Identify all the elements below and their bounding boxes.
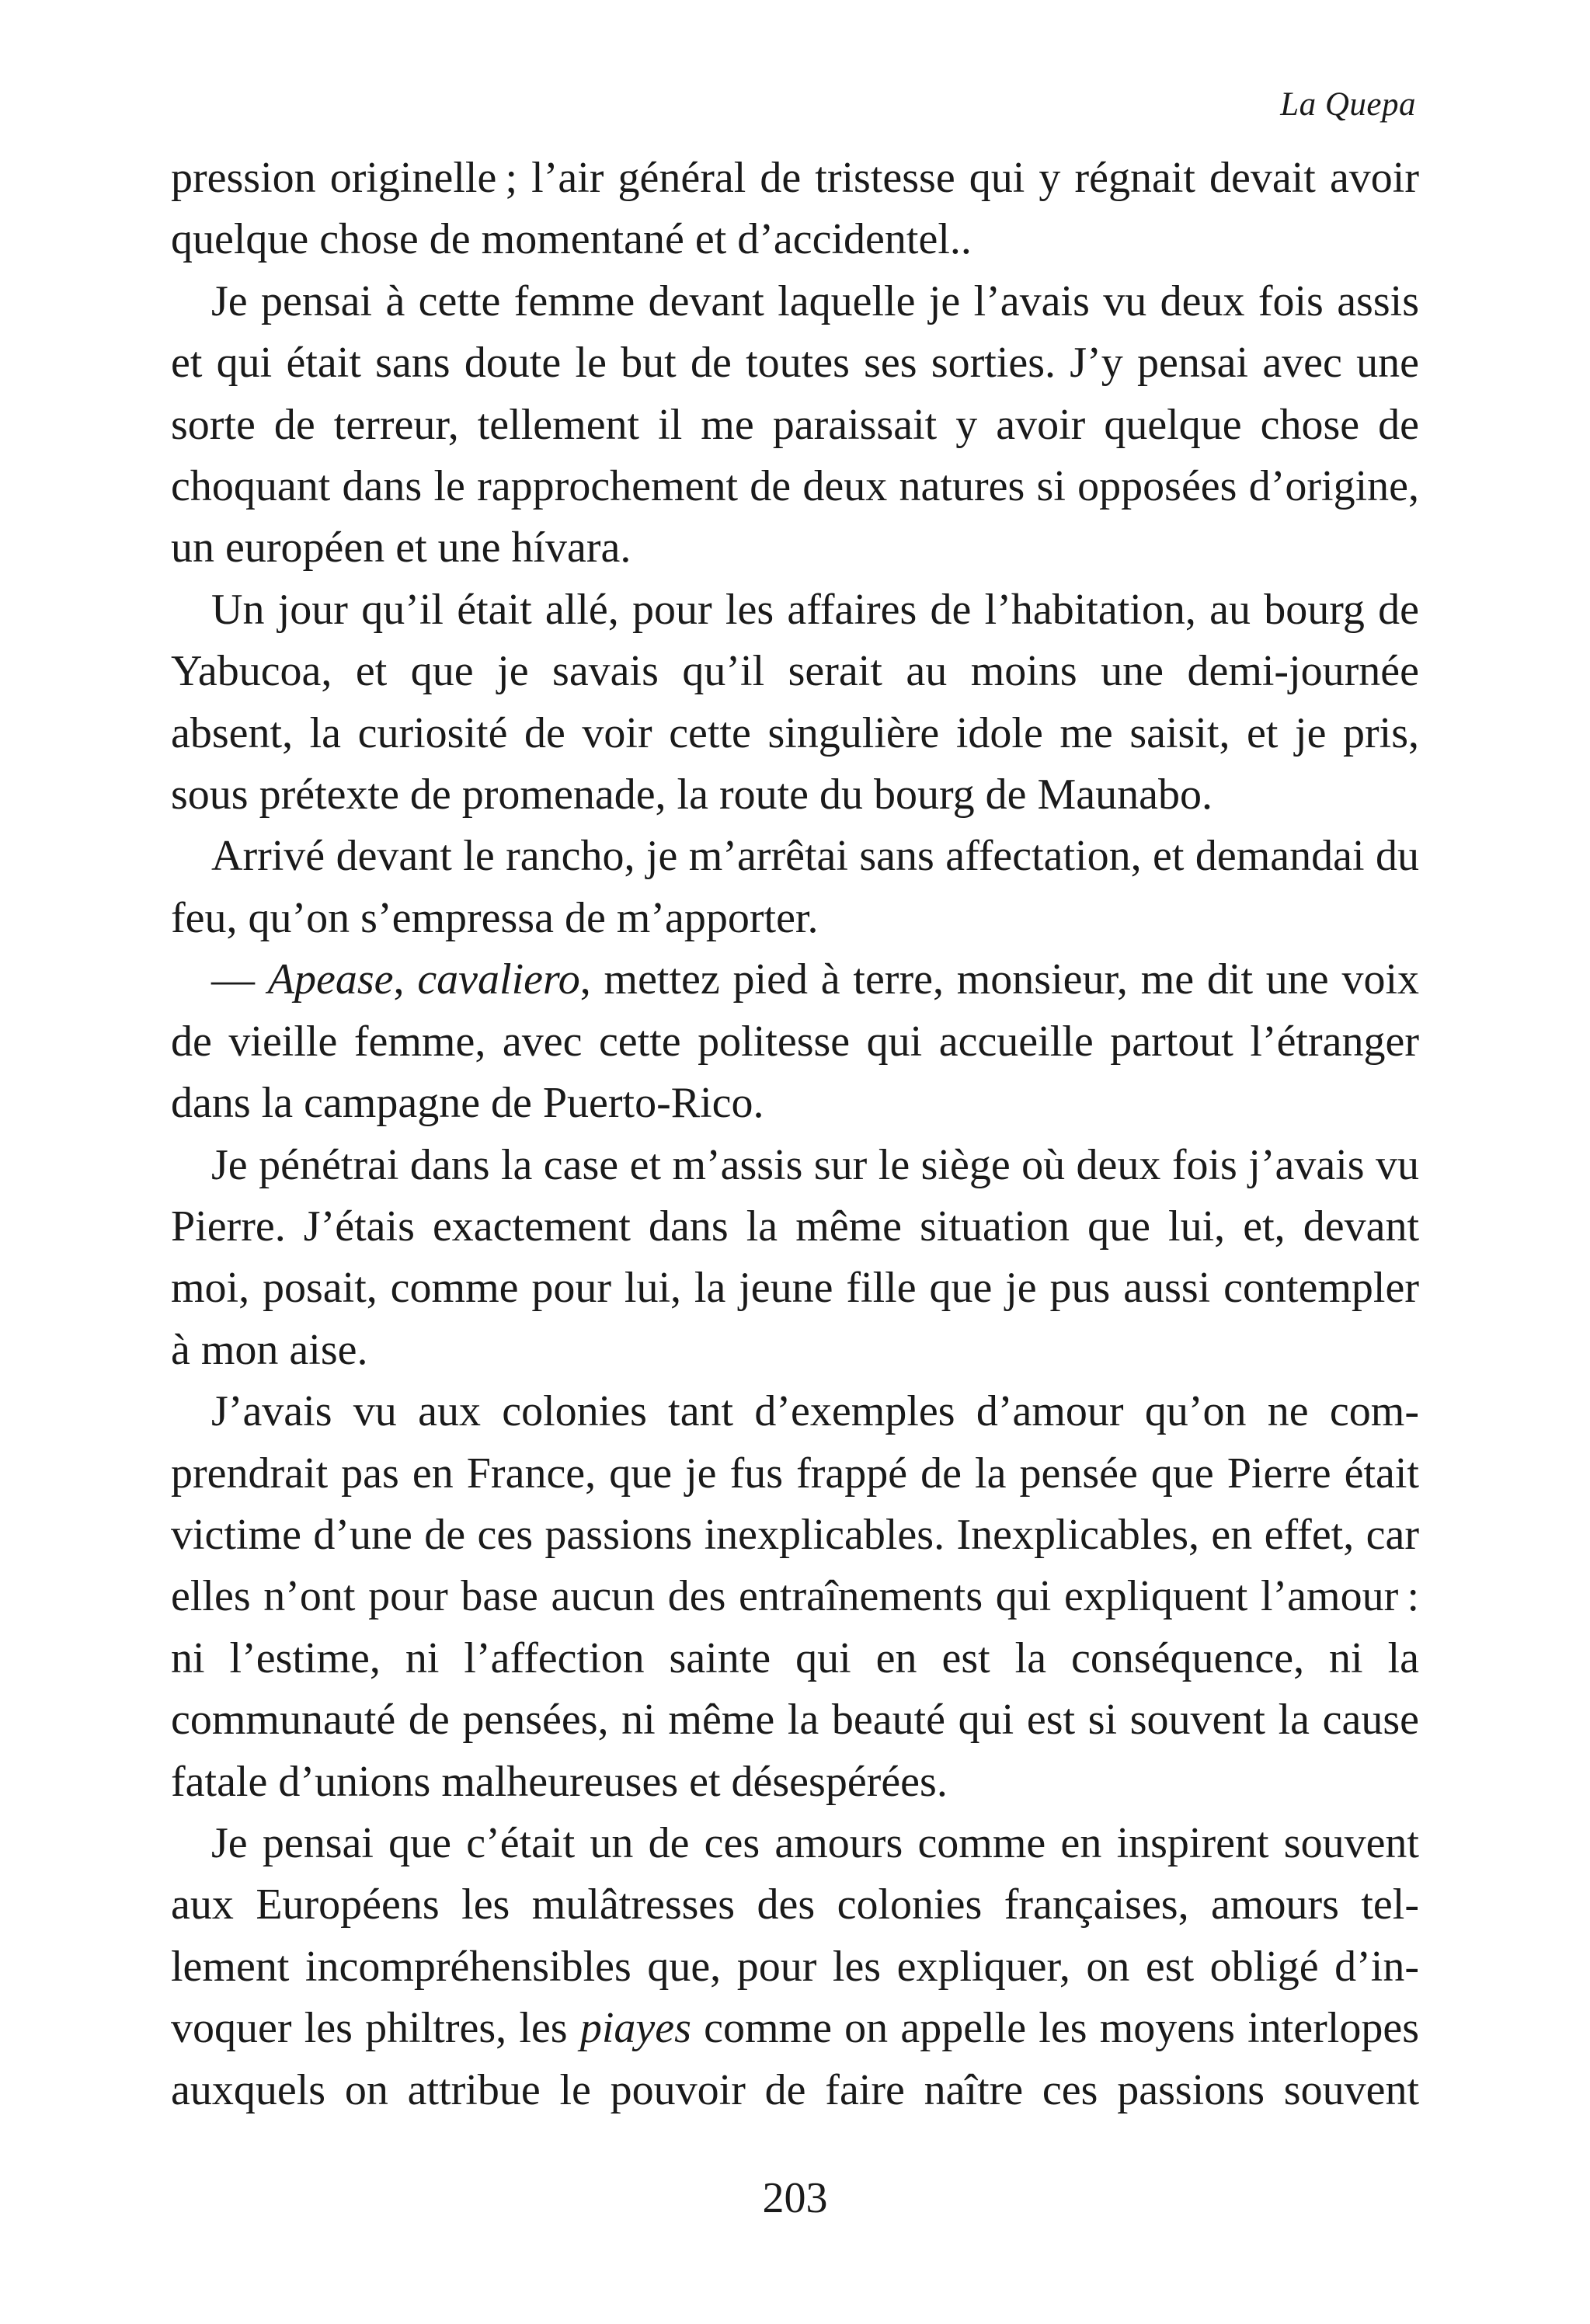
paragraph <box>171 1813 1419 2121</box>
dialogue-paragraph <box>171 949 1419 1134</box>
text-run: pression originelle ; l’air général de tristesse qui y régnait devait avoir quelque chose de momentané et d’accidentel.. <box>171 154 1419 264</box>
text-run: Je pensai que c’était un de ces amours comme en inspirent souvent aux Européens les mulâtresses des colonies françaises, amours tellement incompréhensibles que, pour les expliquer, on est obligé d’invoquer les philtres, les <box>171 1818 1419 2053</box>
italic-word: piayes <box>579 2004 691 2053</box>
text-run: Un jour qu’il était allé, pour les affaires de l’habitation, au bourg de Yabucoa, et que je savais qu’il serait au moins une demi-journée absent, la curiosité de voir cette singulière idole me saisit, et je pris, sous prétexte de promenade, la route du bourg de Maunabo. <box>171 585 1419 819</box>
page-number: 203 <box>762 2174 828 2222</box>
paragraph <box>171 148 1419 271</box>
paragraph <box>171 271 1419 579</box>
text-run: J’avais vu aux colonies tant d’exemples d’amour qu’on ne comprendrait pas en France, que je fus frappé de la pensée que Pierre était victime d’une de ces passions inexplicables. Inexplicables, en effet, car elles n’ont pour base aucun des entraînements qui expliquent l’amour : ni l’estime, ni l’affection sainte qui en est la conséquence, ni la communauté de pensées, ni même la beauté qui est si souvent la cause fatale d’unions malheureuses et désespérées. <box>171 1387 1419 1806</box>
text-run: , mettez pied à terre, monsieur, me dit une voix de vieille femme, avec cette politesse qui accueille partout l’étranger dans la campagne de Puerto-Rico. <box>171 955 1420 1128</box>
text-run: Je pensai à cette femme devant laquelle je l’avais vu deux fois assis et qui était sans doute le but de toutes ses sorties. J’y pensai avec une sorte de terreur, tellement il me paraissait y avoir quelque chose de choquant dans le rapprochement de deux natures si opposées d’origine, un européen et une hívara. <box>171 277 1419 572</box>
dialogue-dash: — <box>211 955 268 1004</box>
italic-word: cavaliero <box>417 955 580 1004</box>
text-run: comme on appelle les moyens interlopes auxquels on attribue le pouvoir de faire naître ces passions souvent <box>171 2004 1419 2114</box>
text-run: Je pénétrai dans la case et m’assis sur le siège où deux fois j’avais vu Pierre. J’étais exactement dans la même situation que lui, et, devant moi, posait, comme pour lui, la jeune fille que je pus aussi contempler à mon aise. <box>171 1140 1419 1374</box>
running-head: La Quepa <box>1280 86 1416 123</box>
paragraph <box>171 1381 1419 1813</box>
paragraph <box>171 1135 1419 1382</box>
italic-word: Apease <box>267 955 394 1004</box>
paragraph <box>171 826 1419 949</box>
text-run: Arrivé devant le rancho, je m’arrêtai sans affectation, et demandai du feu, qu’on s’empressa de m’apporter. <box>171 832 1419 942</box>
paragraph <box>171 579 1419 826</box>
text-run: , <box>393 955 418 1004</box>
body-text <box>171 148 1419 2121</box>
